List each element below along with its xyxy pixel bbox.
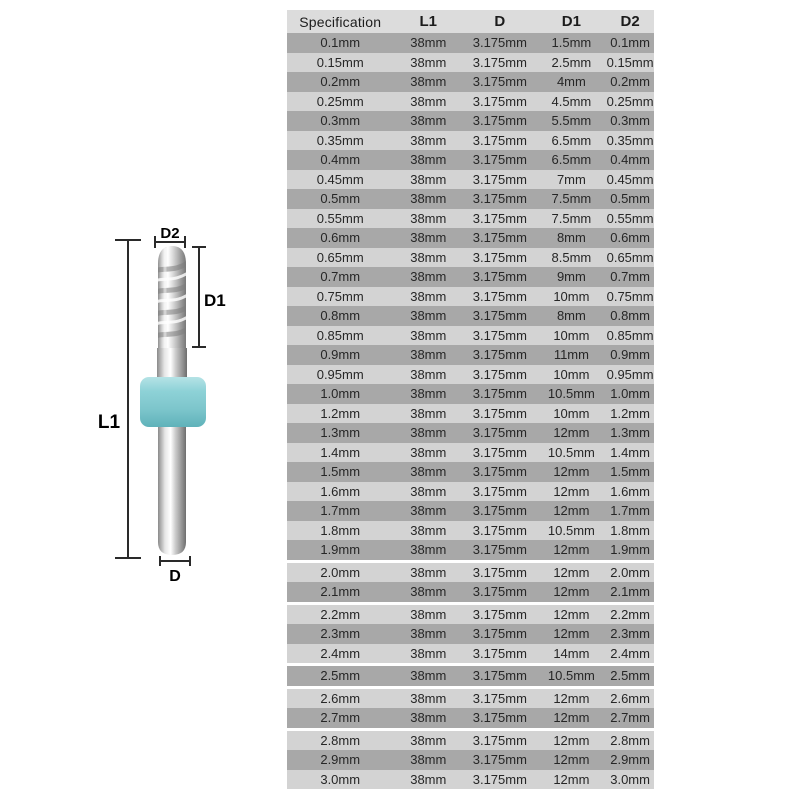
cell: 0.8mm	[610, 308, 650, 324]
cell: 1.7mm	[320, 503, 361, 519]
cell: 0.4mm	[320, 152, 361, 168]
cell: 1.7mm	[610, 503, 650, 519]
cell: 3.175mm	[472, 152, 527, 168]
cell: 3.175mm	[472, 113, 527, 129]
cell: 1.5mm	[610, 464, 650, 480]
cell: 0.55mm	[316, 210, 364, 226]
cell: 6.5mm	[551, 152, 592, 168]
cell: 11mm	[553, 347, 589, 363]
cell: 38mm	[410, 386, 447, 402]
table-row	[287, 92, 654, 112]
cell: 3.175mm	[472, 425, 527, 441]
table-row	[287, 563, 654, 583]
table-row	[287, 365, 654, 385]
table-row	[287, 582, 654, 602]
table-row	[287, 404, 654, 424]
cell: 0.25mm	[606, 93, 654, 109]
cell: 10mm	[553, 327, 590, 343]
cell: 38mm	[410, 191, 447, 207]
cell: 2.6mm	[320, 690, 361, 706]
cell: 12mm	[553, 503, 590, 519]
cell: 0.25mm	[316, 93, 364, 109]
cell: 3.175mm	[472, 93, 527, 109]
table-row	[287, 228, 654, 248]
cell: 12mm	[553, 626, 590, 642]
cell: 3.175mm	[472, 132, 527, 148]
cell: 38mm	[410, 230, 447, 246]
cell: 38mm	[410, 152, 447, 168]
cell: 12mm	[553, 710, 590, 726]
column-header: Specification	[299, 13, 382, 30]
cell: 6.5mm	[551, 132, 592, 148]
cell: 3.175mm	[472, 606, 527, 622]
cell: 0.4mm	[610, 152, 650, 168]
table-row	[287, 170, 654, 190]
cell: 3.175mm	[472, 522, 527, 538]
cell: 38mm	[410, 210, 447, 226]
cell: 38mm	[410, 308, 447, 324]
table-row	[287, 644, 654, 664]
cell: 2.4mm	[610, 645, 650, 661]
cell: 8mm	[556, 308, 586, 324]
cell: 3.175mm	[472, 54, 527, 70]
cell: 3.175mm	[472, 74, 527, 90]
cell: 12mm	[553, 690, 590, 706]
cell: 1.9mm	[320, 542, 361, 558]
cell: 1.2mm	[610, 405, 650, 421]
table-row	[287, 462, 654, 482]
cell: 12mm	[553, 483, 590, 499]
cell: 38mm	[410, 93, 447, 109]
cell: 10.5mm	[547, 386, 595, 402]
cell: 38mm	[410, 626, 447, 642]
cell: 1.6mm	[610, 483, 650, 499]
cell: 2.5mm	[610, 668, 650, 684]
cell: 0.35mm	[606, 132, 654, 148]
cell: 38mm	[410, 249, 447, 265]
cell: 2.6mm	[610, 690, 650, 706]
cell: 12mm	[553, 464, 590, 480]
cell: 2.5mm	[320, 668, 361, 684]
cell: 38mm	[410, 171, 447, 187]
table-row	[287, 666, 654, 686]
cell: 0.5mm	[320, 191, 361, 207]
cell: 3.175mm	[472, 710, 527, 726]
cell: 0.65mm	[316, 249, 364, 265]
cell: 38mm	[410, 483, 447, 499]
cell: 1.0mm	[610, 386, 650, 402]
table-row	[287, 287, 654, 307]
table-header-row	[287, 10, 654, 33]
cell: 3.175mm	[472, 503, 527, 519]
cell: 38mm	[410, 132, 447, 148]
cell: 2.2mm	[320, 606, 361, 622]
cell: 10mm	[553, 366, 590, 382]
cell: 3.175mm	[472, 542, 527, 558]
cell: 3.175mm	[472, 584, 527, 600]
cell: 3.175mm	[472, 668, 527, 684]
cell: 38mm	[410, 606, 447, 622]
cell: 3.175mm	[472, 347, 527, 363]
cell: 2.9mm	[610, 752, 650, 768]
cell: 0.15mm	[606, 54, 654, 70]
cell: 2.5mm	[551, 54, 592, 70]
cell: 0.6mm	[610, 230, 650, 246]
cell: 2.8mm	[610, 732, 650, 748]
table-row	[287, 72, 654, 92]
cell: 3.175mm	[472, 483, 527, 499]
depth-ring	[140, 377, 206, 427]
cell: 8mm	[556, 230, 586, 246]
cell: 1.4mm	[610, 444, 650, 460]
cell: 1.5mm	[320, 464, 361, 480]
column-header: D1	[561, 13, 581, 30]
cell: 0.7mm	[320, 269, 361, 285]
cell: 3.175mm	[472, 327, 527, 343]
cell: 0.6mm	[320, 230, 361, 246]
cell: 7mm	[556, 171, 586, 187]
cell: 4mm	[556, 74, 586, 90]
cell: 2.0mm	[320, 564, 361, 580]
cell: 12mm	[553, 584, 590, 600]
cell: 0.15mm	[316, 54, 364, 70]
cell: 0.2mm	[320, 74, 361, 90]
cell: 7.5mm	[551, 191, 592, 207]
cell: 3.175mm	[472, 690, 527, 706]
cell: 38mm	[410, 327, 447, 343]
table-row	[287, 521, 654, 541]
l1-label: L1	[97, 412, 121, 433]
cell: 38mm	[410, 690, 447, 706]
column-header: L1	[419, 13, 438, 30]
table-row	[287, 248, 654, 268]
drill-flute	[152, 246, 192, 350]
cell: 1.3mm	[320, 425, 361, 441]
drill-shank	[158, 420, 186, 555]
cell: 12mm	[553, 752, 590, 768]
cell: 0.9mm	[610, 347, 650, 363]
drill-bit-diagram	[60, 220, 290, 600]
cell: 12mm	[553, 606, 590, 622]
cell: 38mm	[410, 54, 447, 70]
table-row	[287, 33, 654, 53]
cell: 38mm	[410, 269, 447, 285]
cell: 38mm	[410, 405, 447, 421]
cell: 0.75mm	[316, 288, 364, 304]
cell: 12mm	[553, 732, 590, 748]
cell: 14mm	[553, 645, 590, 661]
cell: 38mm	[410, 464, 447, 480]
cell: 0.65mm	[606, 249, 654, 265]
cell: 1.3mm	[610, 425, 650, 441]
cell: 0.2mm	[610, 74, 650, 90]
cell: 3.175mm	[472, 732, 527, 748]
cell: 0.55mm	[606, 210, 654, 226]
cell: 38mm	[410, 347, 447, 363]
cell: 3.0mm	[320, 771, 361, 787]
cell: 0.1mm	[320, 35, 361, 51]
cell: 0.8mm	[320, 308, 361, 324]
cell: 38mm	[410, 542, 447, 558]
d-dimension	[160, 556, 190, 566]
table-row	[287, 501, 654, 521]
cell: 1.4mm	[320, 444, 361, 460]
cell: 3.175mm	[472, 386, 527, 402]
table-row	[287, 111, 654, 131]
cell: 2.4mm	[320, 645, 361, 661]
cell: 3.175mm	[472, 230, 527, 246]
cell: 12mm	[553, 425, 590, 441]
table-row	[287, 708, 654, 728]
cell: 0.85mm	[316, 327, 364, 343]
cell: 38mm	[410, 771, 447, 787]
cell: 0.45mm	[606, 171, 654, 187]
cell: 1.8mm	[320, 522, 361, 538]
cell: 2.1mm	[610, 584, 650, 600]
cell: 38mm	[410, 425, 447, 441]
cell: 38mm	[410, 35, 447, 51]
table-row	[287, 131, 654, 151]
cell: 1.5mm	[551, 35, 592, 51]
cell: 0.3mm	[320, 113, 361, 129]
cell: 0.7mm	[610, 269, 650, 285]
cell: 4.5mm	[551, 93, 592, 109]
drill-bit-drawing	[60, 220, 290, 600]
cell: 38mm	[410, 732, 447, 748]
cell: 1.6mm	[320, 483, 361, 499]
table-row	[287, 689, 654, 709]
cell: 0.5mm	[610, 191, 650, 207]
cell: 5.5mm	[551, 113, 592, 129]
cell: 38mm	[410, 645, 447, 661]
cell: 3.175mm	[472, 210, 527, 226]
cell: 10mm	[553, 288, 590, 304]
cell: 3.175mm	[472, 752, 527, 768]
cell: 10.5mm	[547, 444, 595, 460]
cell: 0.95mm	[316, 366, 364, 382]
cell: 1.8mm	[610, 522, 650, 538]
table-row	[287, 189, 654, 209]
table-row	[287, 306, 654, 326]
cell: 38mm	[410, 564, 447, 580]
cell: 3.175mm	[472, 249, 527, 265]
cell: 1.9mm	[610, 542, 650, 558]
specification-table	[287, 10, 654, 789]
cell: 38mm	[410, 113, 447, 129]
cell: 3.175mm	[472, 191, 527, 207]
table-row	[287, 731, 654, 751]
column-header: D2	[620, 13, 640, 30]
cell: 2.1mm	[320, 584, 361, 600]
table-row	[287, 209, 654, 229]
column-header: D	[494, 13, 506, 30]
cell: 38mm	[410, 288, 447, 304]
table-row	[287, 267, 654, 287]
cell: 3.175mm	[472, 269, 527, 285]
cell: 2.3mm	[610, 626, 650, 642]
cell: 8.5mm	[551, 249, 592, 265]
cell: 3.175mm	[472, 308, 527, 324]
cell: 3.175mm	[472, 288, 527, 304]
cell: 2.0mm	[610, 564, 650, 580]
table-row	[287, 540, 654, 560]
table-row	[287, 345, 654, 365]
cell: 12mm	[553, 564, 590, 580]
cell: 38mm	[410, 503, 447, 519]
table-row	[287, 53, 654, 73]
cell: 38mm	[410, 522, 447, 538]
cell: 0.85mm	[606, 327, 654, 343]
cell: 38mm	[410, 74, 447, 90]
cell: 3.175mm	[472, 171, 527, 187]
cell: 3.175mm	[472, 464, 527, 480]
d2-label: D2	[160, 225, 180, 242]
cell: 3.175mm	[472, 645, 527, 661]
l1-dimension	[115, 240, 141, 558]
cell: 38mm	[410, 752, 447, 768]
cell: 0.95mm	[606, 366, 654, 382]
cell: 2.2mm	[610, 606, 650, 622]
table-row	[287, 605, 654, 625]
cell: 3.175mm	[472, 444, 527, 460]
cell: 2.7mm	[320, 710, 361, 726]
d1-label: D1	[204, 291, 226, 310]
cell: 3.175mm	[472, 35, 527, 51]
cell: 3.175mm	[472, 366, 527, 382]
cell: 1.2mm	[320, 405, 361, 421]
cell: 10.5mm	[547, 522, 595, 538]
cell: 38mm	[410, 444, 447, 460]
cell: 0.9mm	[320, 347, 361, 363]
cell: 10.5mm	[547, 668, 595, 684]
table-row	[287, 150, 654, 170]
cell: 2.3mm	[320, 626, 361, 642]
cell: 38mm	[410, 668, 447, 684]
cell: 3.175mm	[472, 626, 527, 642]
cell: 3.175mm	[472, 405, 527, 421]
table-row	[287, 326, 654, 346]
cell: 0.35mm	[316, 132, 364, 148]
cell: 12mm	[553, 542, 590, 558]
table-row	[287, 423, 654, 443]
cell: 12mm	[553, 771, 590, 787]
cell: 10mm	[553, 405, 590, 421]
cell: 38mm	[410, 710, 447, 726]
cell: 38mm	[410, 366, 447, 382]
cell: 7.5mm	[551, 210, 592, 226]
cell: 0.75mm	[606, 288, 654, 304]
cell: 2.8mm	[320, 732, 361, 748]
cell: 2.9mm	[320, 752, 361, 768]
table-row	[287, 384, 654, 404]
cell: 3.175mm	[472, 771, 527, 787]
cell: 38mm	[410, 584, 447, 600]
cell: 1.0mm	[320, 386, 361, 402]
table-row	[287, 624, 654, 644]
cell: 0.45mm	[316, 171, 364, 187]
cell: 2.7mm	[610, 710, 650, 726]
table-row	[287, 482, 654, 502]
table-row	[287, 443, 654, 463]
table-row	[287, 750, 654, 770]
cell: 3.0mm	[610, 771, 650, 787]
cell: 0.1mm	[610, 35, 650, 51]
d-label: D	[169, 568, 181, 585]
cell: 0.3mm	[610, 113, 650, 129]
cell: 9mm	[556, 269, 586, 285]
table-row	[287, 770, 654, 790]
cell: 3.175mm	[472, 564, 527, 580]
